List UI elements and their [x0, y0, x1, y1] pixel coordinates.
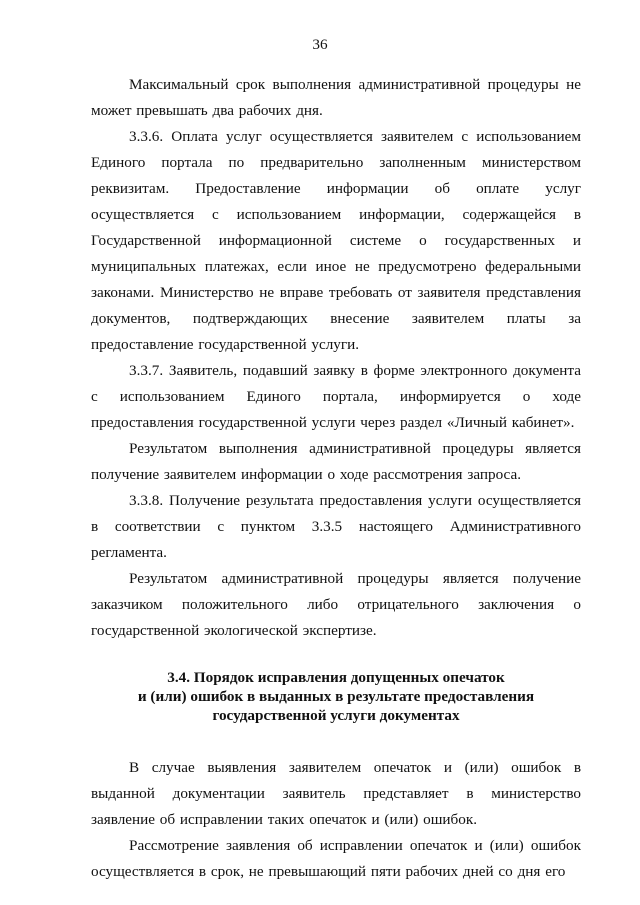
paragraph-3-3-7: 3.3.7. Заявитель, подавший заявку в форме электронного документа с использованием Единого портала, информируется о ходе предоставления государственной услуги через раздел «Личный кабинет».: [91, 362, 581, 431]
section-heading-3-4: [91, 668, 581, 725]
paragraph-result-info: Результатом выполнения административной процедуры является получение заявителем информации о ходе рассмотрения запроса.: [91, 440, 581, 483]
paragraph-3-3-8: 3.3.8. Получение результата предоставления услуги осуществляется в соответствии с пунктом 3.3.5 настоящего Административного регламента.: [91, 492, 581, 561]
paragraph-review-term: Рассмотрение заявления об исправлении опечаток и (или) ошибок осуществляется в срок, не превышающий пяти рабочих дней со дня его: [91, 837, 581, 880]
document-body: [91, 72, 581, 885]
page-number: 36: [312, 36, 328, 53]
heading-line: 3.4. Порядок исправления допущенных опечаток: [167, 669, 505, 686]
paragraph-errors-detected: В случае выявления заявителем опечаток и (или) ошибок в выданной документации заявитель представляет в министерство заявление об исправлении таких опечаток и (или) ошибок.: [91, 759, 581, 828]
heading-line: и (или) ошибок в выданных в результате предоставления: [137, 688, 535, 705]
paragraph-max-term: Максимальный срок выполнения административной процедуры не может превышать два рабочих дня.: [91, 76, 581, 119]
heading-line: государственной услуги документах: [212, 707, 460, 724]
paragraph-result-conclusion: Результатом административной процедуры является получение заказчиком положительного либо отрицательного заключения о государственной экологической экспертизе.: [91, 570, 581, 639]
paragraph-3-3-6: 3.3.6. Оплата услуг осуществляется заявителем с использованием Единого портала по предварительно заполненным министерством реквизитам. Предоставление информации об оплате услуг осуществляется с использованием информации, содержащейся в Государственной информационной системе о государственных и муниципальных платежах, если иное не предусмотрено федеральными законами. Министерство не вправе требовать от заявителя представления документов, подтверждающих внесение заявителем платы за предоставление государственной услуги.: [91, 128, 581, 353]
